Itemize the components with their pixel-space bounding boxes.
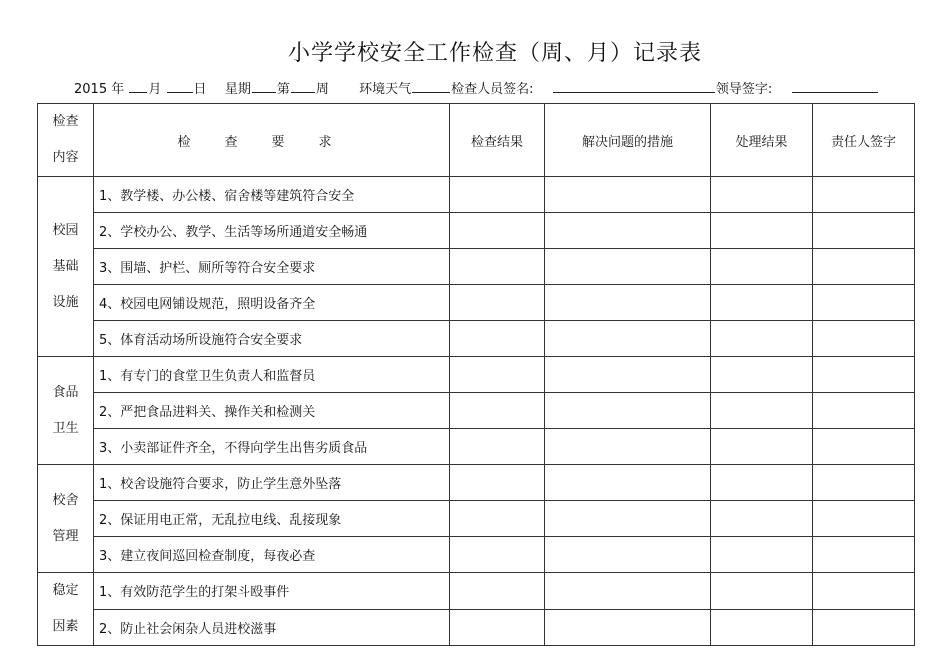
measures-cell[interactable] (545, 213, 711, 249)
category-cell (38, 465, 94, 573)
signature-cell[interactable] (813, 501, 915, 537)
day-label: 日 (193, 82, 207, 97)
signature-cell[interactable] (813, 213, 915, 249)
result-cell[interactable] (450, 429, 545, 465)
requirement-cell: 1、教学楼、办公楼、宿舍楼等建筑符合安全 (94, 177, 450, 213)
signature-cell[interactable] (813, 321, 915, 357)
result-cell[interactable] (450, 357, 545, 393)
result-cell[interactable] (450, 501, 545, 537)
weather-label: 环境天气 (359, 82, 412, 97)
category-label: 食品 (52, 384, 79, 400)
handling-cell[interactable] (711, 429, 813, 465)
measures-cell[interactable] (545, 609, 711, 646)
signature-cell[interactable] (813, 177, 915, 213)
table-row (38, 429, 915, 465)
measures-cell[interactable] (545, 501, 711, 537)
header-measures: 解决问题的措施 (545, 104, 711, 177)
measures-cell[interactable] (545, 393, 711, 429)
year-label: 2015 年 (74, 82, 125, 97)
signature-cell[interactable] (813, 285, 915, 321)
result-cell[interactable] (450, 573, 545, 610)
category-cell (38, 573, 94, 646)
result-cell[interactable] (450, 249, 545, 285)
handling-cell[interactable] (711, 249, 813, 285)
signature-cell[interactable] (813, 357, 915, 393)
measures-cell[interactable] (545, 321, 711, 357)
table-row (38, 249, 915, 285)
measures-cell[interactable] (545, 537, 711, 573)
month-blank[interactable] (129, 80, 147, 93)
inspector-signature-blank[interactable] (553, 80, 715, 93)
leader-label: 领导签字: (715, 82, 773, 97)
requirement-cell: 2、防止社会闲杂人员进校滋事 (94, 609, 450, 646)
table-row (38, 213, 915, 249)
handling-cell[interactable] (711, 501, 813, 537)
table-row (38, 177, 915, 213)
category-label: 因素 (52, 619, 79, 634)
handling-cell[interactable] (711, 321, 813, 357)
header-content (38, 104, 94, 177)
handling-cell[interactable] (711, 573, 813, 610)
handling-cell[interactable] (711, 609, 813, 646)
result-cell[interactable] (450, 177, 545, 213)
requirement-cell: 2、严把食品进料关、操作关和检测关 (94, 393, 450, 429)
measures-cell[interactable] (545, 357, 711, 393)
requirement-cell: 4、校园电网铺设规范，照明设备齐全 (94, 285, 450, 321)
category-cell (38, 177, 94, 357)
requirement-cell: 3、建立夜间巡回检查制度，每夜必查 (94, 537, 450, 573)
weekday-label: 星期 (224, 82, 251, 97)
result-cell[interactable] (450, 393, 545, 429)
leader-signature-blank[interactable] (792, 80, 878, 93)
measures-cell[interactable] (545, 573, 711, 610)
handling-cell[interactable] (711, 357, 813, 393)
week-blank[interactable] (291, 80, 315, 93)
handling-cell[interactable] (711, 213, 813, 249)
header-handling: 处理结果 (711, 104, 813, 177)
category-label: 校园 (52, 222, 79, 238)
table-row (38, 573, 915, 610)
month-label: 月 (148, 82, 162, 97)
requirement-cell: 3、围墙、护栏、厕所等符合安全要求 (94, 249, 450, 285)
table-row (38, 609, 915, 646)
table-row (38, 285, 915, 321)
measures-cell[interactable] (545, 285, 711, 321)
category-label: 基础 (52, 258, 79, 274)
result-cell[interactable] (450, 537, 545, 573)
signature-cell[interactable] (813, 393, 915, 429)
requirement-cell: 3、小卖部证件齐全，不得向学生出售劣质食品 (94, 429, 450, 465)
signature-cell[interactable] (813, 429, 915, 465)
table-row (38, 501, 915, 537)
category-cell (38, 357, 94, 465)
weather-blank[interactable] (412, 80, 450, 93)
category-label: 校舍 (52, 492, 79, 508)
measures-cell[interactable] (545, 177, 711, 213)
page-title: 小学学校安全工作检查（周、月）记录表 (287, 41, 702, 66)
category-label: 稳定 (52, 583, 79, 598)
handling-cell[interactable] (711, 393, 813, 429)
signature-cell[interactable] (813, 465, 915, 501)
requirement-cell: 1、有效防范学生的打架斗殴事件 (94, 573, 450, 610)
header-content-line: 检查 (52, 114, 79, 129)
category-label: 卫生 (52, 420, 79, 436)
weekday-blank[interactable] (252, 80, 276, 93)
header-result: 检查结果 (450, 104, 545, 177)
category-label: 设施 (52, 294, 79, 310)
handling-cell[interactable] (711, 285, 813, 321)
requirement-cell: 5、体育活动场所设施符合安全要求 (94, 321, 450, 357)
inspector-label: 检查人员签名: (451, 82, 534, 97)
table-row (38, 393, 915, 429)
measures-cell[interactable] (545, 429, 711, 465)
table-row (38, 357, 915, 393)
handling-cell[interactable] (711, 177, 813, 213)
result-cell[interactable] (450, 213, 545, 249)
signature-cell[interactable] (813, 609, 915, 646)
category-label: 管理 (52, 528, 79, 544)
week-label: 周 (315, 82, 329, 97)
header-requirements: 检查要求 (94, 104, 450, 177)
table-row (38, 537, 915, 573)
measures-cell[interactable] (545, 249, 711, 285)
signature-cell[interactable] (813, 249, 915, 285)
info-line (74, 78, 879, 97)
signature-cell[interactable] (813, 573, 915, 610)
handling-cell[interactable] (711, 537, 813, 573)
day-blank[interactable] (167, 80, 193, 93)
header-responsible: 责任人签字 (813, 104, 915, 177)
result-cell[interactable] (450, 321, 545, 357)
requirement-cell: 1、有专门的食堂卫生负责人和监督员 (94, 357, 450, 393)
header-content-line: 内容 (52, 150, 79, 165)
header-row (38, 104, 915, 177)
requirement-cell: 2、学校办公、教学、生活等场所通道安全畅通 (94, 213, 450, 249)
measures-cell[interactable] (545, 465, 711, 501)
signature-cell[interactable] (813, 537, 915, 573)
table-row (38, 321, 915, 357)
inspection-table (37, 103, 915, 646)
handling-cell[interactable] (711, 465, 813, 501)
table-row (38, 465, 915, 501)
result-cell[interactable] (450, 609, 545, 646)
requirement-cell: 1、校舍设施符合要求，防止学生意外坠落 (94, 465, 450, 501)
requirement-cell: 2、保证用电正常，无乱拉电线、乱接现象 (94, 501, 450, 537)
result-cell[interactable] (450, 465, 545, 501)
result-cell[interactable] (450, 285, 545, 321)
ordinal-label: 第 (276, 82, 290, 97)
